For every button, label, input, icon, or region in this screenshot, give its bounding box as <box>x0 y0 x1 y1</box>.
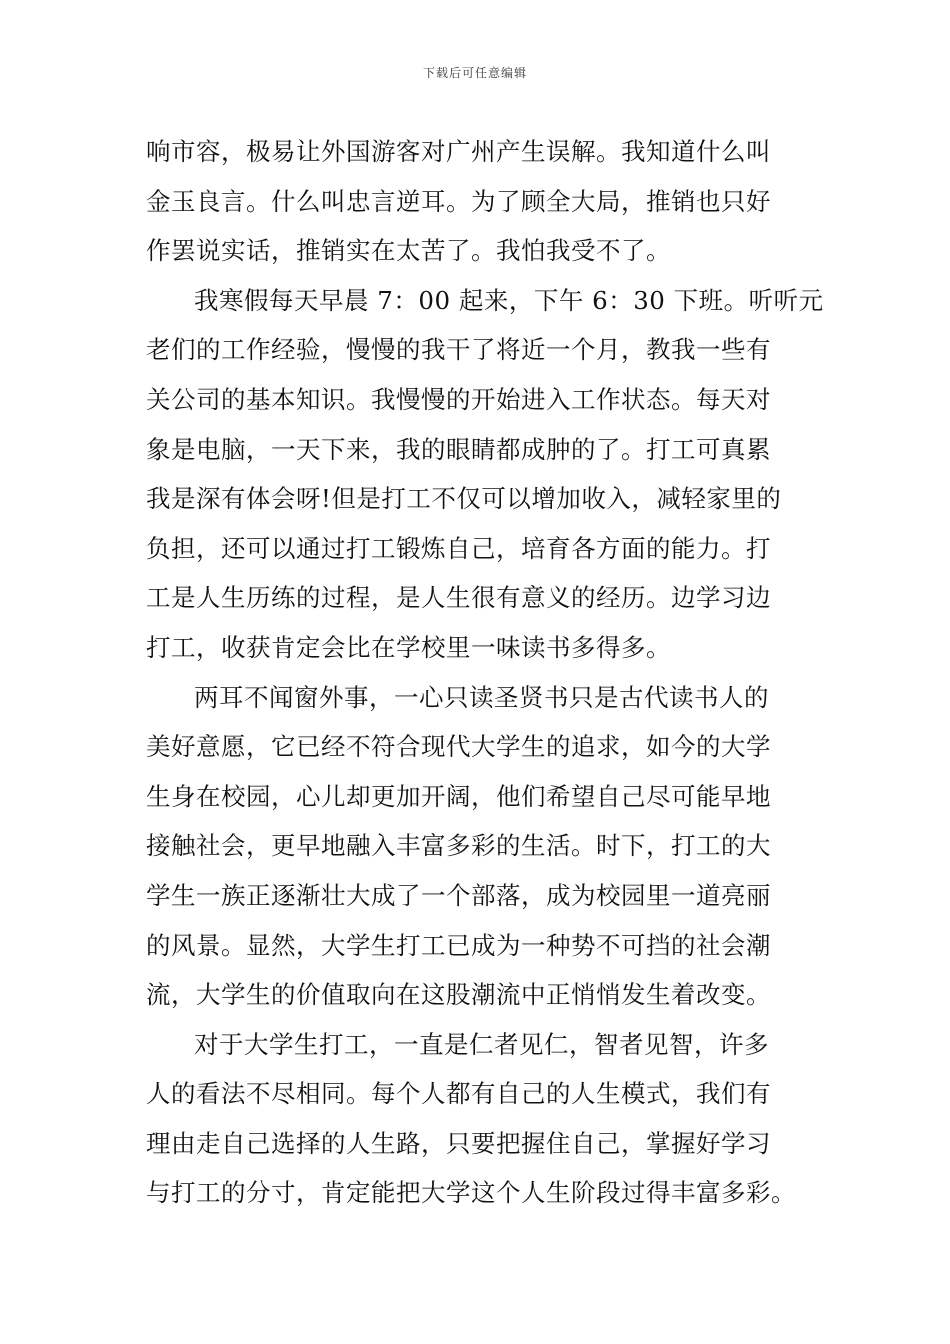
paragraph-first-line: 两耳不闻窗外事，一心只读圣贤书只是古代读书人的 <box>194 682 769 712</box>
text-line: 作罢说实话，推销实在太苦了。我怕我受不了。 <box>146 236 671 266</box>
text-line: 金玉良言。什么叫忠言逆耳。为了顾全大局，推销也只好 <box>146 186 771 216</box>
text-line: 我是深有体会呀!但是打工不仅可以增加收入，减轻家里的 <box>146 484 782 514</box>
paragraph-first-line: 我寒假每天早晨 7：00 起来，下午 6：30 下班。听听元 <box>194 285 824 315</box>
text-line: 生身在校园，心儿却更加开阔，他们希望自己尽可能早地 <box>146 781 771 811</box>
text-line: 美好意愿，它已经不符合现代大学生的追求，如今的大学 <box>146 732 771 762</box>
text-line: 关公司的基本知识。我慢慢的开始进入工作状态。每天对 <box>146 384 771 414</box>
text-line: 流，大学生的价值取向在这股潮流中正悄悄发生着改变。 <box>146 980 771 1010</box>
text-line: 接触社会，更早地融入丰富多彩的生活。时下，打工的大 <box>146 831 771 861</box>
text-line: 象是电脑，一天下来，我的眼睛都成肿的了。打工可真累 <box>146 434 771 464</box>
text-line: 老们的工作经验，慢慢的我干了将近一个月，教我一些有 <box>146 335 771 365</box>
text-line: 打工，收获肯定会比在学校里一味读书多得多。 <box>146 632 671 662</box>
text-line: 工是人生历练的过程，是人生很有意义的经历。边学习边 <box>146 583 771 613</box>
text-line: 人的看法不尽相同。每个人都有自己的人生模式，我们有 <box>146 1079 771 1109</box>
text-line: 与打工的分寸，肯定能把大学这个人生阶段过得丰富多彩。 <box>146 1178 796 1208</box>
text-line: 学生一族正逐渐壮大成了一个部落，成为校园里一道亮丽 <box>146 880 771 910</box>
document-body <box>146 127 824 1218</box>
paragraph-first-line: 对于大学生打工，一直是仁者见仁，智者见智，许多 <box>194 1029 769 1059</box>
text-line: 负担，还可以通过打工锻炼自己，培育各方面的能力。打 <box>146 533 771 563</box>
text-line: 响市容，极易让外国游客对广州产生误解。我知道什么叫 <box>146 137 771 166</box>
text-line: 的风景。显然，大学生打工已成为一种势不可挡的社会潮 <box>146 930 771 960</box>
text-line: 理由走自己选择的人生路，只要把握住自己，掌握好学习 <box>146 1128 771 1158</box>
page-header: 下载后可任意编辑 <box>422 66 527 80</box>
